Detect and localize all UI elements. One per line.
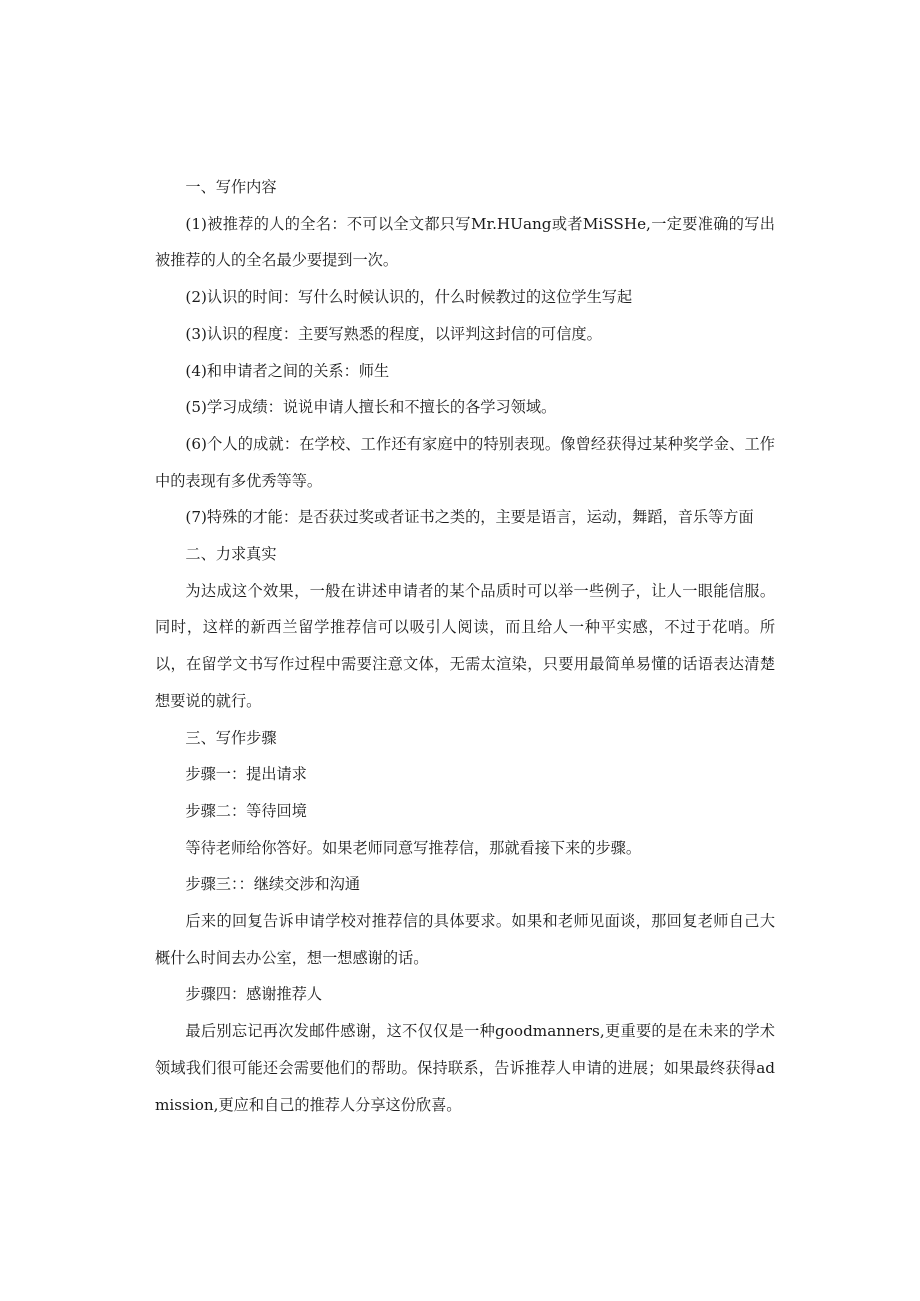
paragraph-authenticity: 为达成这个效果，一般在讲述申请者的某个品质时可以举一些例子，让人一眼能信服。同时，这样的新西兰留学推荐信可以吸引人阅读，而且给人一种平实感，不过于花哨。所以，在留学文书写作过程中需要注意文体，无需太渲染，只要用最简单易懂的话语表达清楚想要说的就行。 [155, 581, 775, 710]
paragraph-step-four: 最后别忘记再次发邮件感谢，这不仅仅是一种goodmanners,更重要的是在未来的学术领域我们很可能还会需要他们的帮助。保持联系，告诉推荐人申请的进展；如果最终获得admission,更应和自己的推荐人分享这份欣喜。 [155, 1022, 775, 1114]
paragraph-grades: (5)学习成绩：说说申请人擅长和不擅长的各学习领域。 [185, 398, 557, 417]
paragraph-talents: (7)特殊的才能：是否获过奖或者证书之类的，主要是语言，运动，舞蹈，音乐等方面 [185, 508, 754, 527]
paragraph-familiarity: (3)认识的程度：主要写熟悉的程度，以评判这封信的可信度。 [185, 324, 602, 343]
step-four-heading: 步骤四：感谢推荐人 [185, 985, 323, 1004]
step-three-heading: 步骤三：：继续交涉和沟通 [185, 875, 361, 894]
paragraph-relationship: (4)和申请者之间的关系：师生 [185, 361, 390, 380]
paragraph-acquaintance-time: (2)认识的时间：写什么时候认识的，什么时候教过的这位学生写起 [185, 288, 633, 307]
document-body [155, 169, 775, 1123]
paragraph-step-three: 后来的回复告诉申请学校对推荐信的具体要求。如果和老师见面谈，那回复老师自己大概什么时间去办公室，想一想感谢的话。 [155, 912, 775, 967]
step-two-heading: 步骤二：等待回境 [185, 801, 307, 820]
section-heading-authenticity: 二、力求真实 [185, 545, 277, 564]
paragraph-achievements: (6)个人的成就：在学校、工作还有家庭中的特别表现。像曾经获得过某种奖学金、工作中的表现有多优秀等等。 [155, 434, 775, 490]
section-heading-content: 一、写作内容 [185, 178, 277, 196]
paragraph-full-name: (1)被推荐的人的全名：不可以全文都只写Mr.HUang或者MiSSHe,一定要准确的写出被推荐的人的全名最少要提到一次。 [155, 214, 775, 270]
step-one-heading: 步骤一：提出请求 [185, 765, 307, 784]
section-heading-steps: 三、写作步骤 [185, 728, 277, 747]
paragraph-step-two: 等待老师给你答好。如果老师同意写推荐信，那就看接下来的步骤。 [185, 838, 642, 857]
